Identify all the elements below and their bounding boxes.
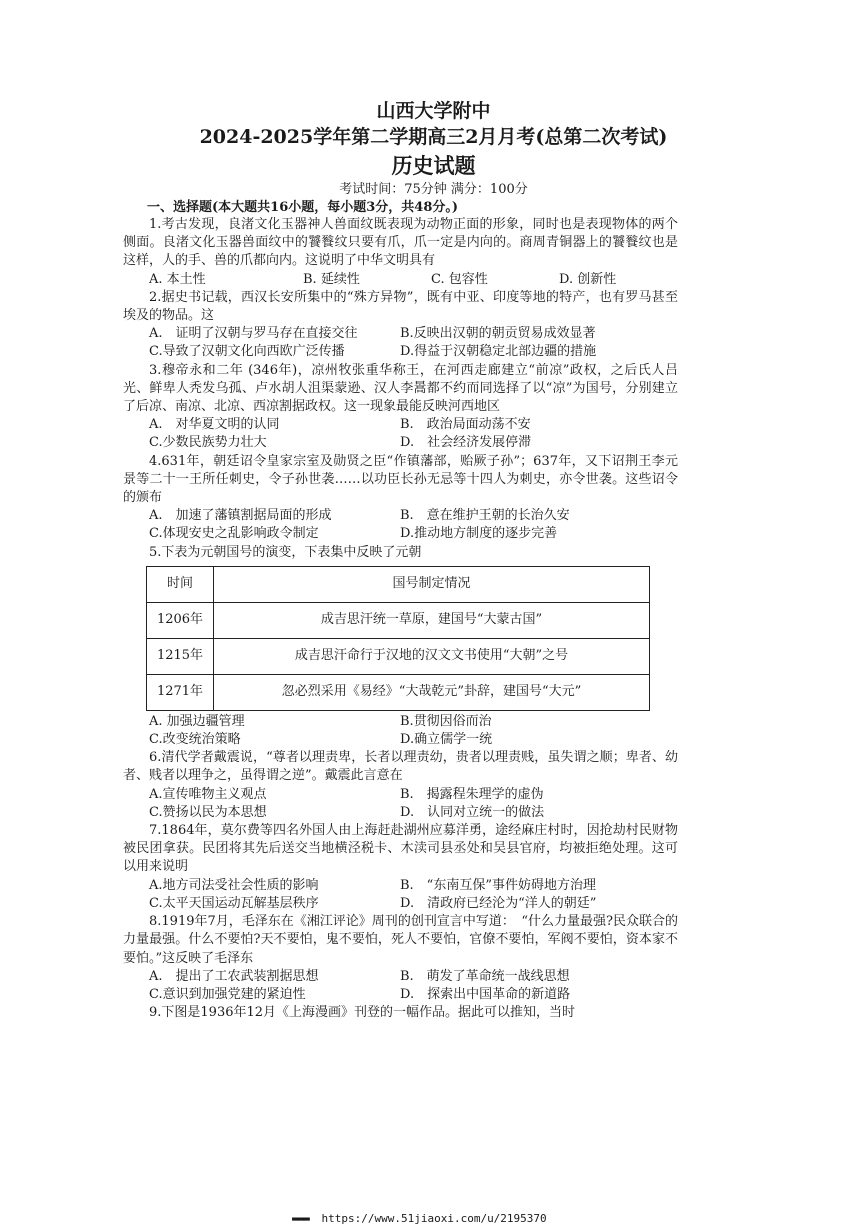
question-stem: 5.下表为元朝国号的演变，下表集中反映了元朝: [149, 544, 422, 560]
option-b: B. 政治局面动荡不安: [400, 417, 531, 433]
option-row: [123, 525, 678, 543]
option-d: D. 创新性: [559, 271, 617, 287]
option-row: [123, 325, 678, 343]
option-c: C.太平天国运动瓦解基层秩序: [149, 895, 319, 911]
option-row: [123, 986, 678, 1004]
option-row: [123, 271, 678, 289]
option-row: [123, 434, 678, 452]
option-a: A.地方司法受社会性质的影响: [149, 877, 319, 893]
option-c: C.改变统治策略: [149, 732, 241, 748]
dynasty-name-table: [146, 566, 650, 711]
option-a: A. 证明了汉朝与罗马存在直接交往: [149, 326, 358, 342]
option-d: D. 探索出中国革命的新道路: [400, 986, 571, 1002]
option-d: D. 清政府已经沦为“洋人的朝廷”: [400, 895, 597, 911]
watermark-url: https://www.51jiaoxi.com/u/2195370: [321, 1212, 547, 1225]
option-c: C.体现安史之乱影响政令制定: [149, 526, 319, 542]
option-c: C. 包容性: [431, 271, 488, 287]
question-7: [123, 822, 678, 913]
option-a: A. 加强边疆管理: [149, 713, 245, 729]
question-stem: 3.穆帝永和二年 (346年)，凉州牧张重华称王，在河西走廊建立“前凉”政权，之后氏人吕光、鲜卑人秃发乌孤、卢水胡人沮渠蒙逊、汉人李暠都不约而同选择了以“凉”为国号，分别建立了后凉、南凉、北凉、西凉割据政权。这一现象最能反映河西地区: [123, 362, 678, 415]
option-row: [123, 877, 678, 895]
option-c: C.少数民族势力壮大: [149, 435, 267, 451]
option-a: A.宣传唯物主义观点: [149, 786, 267, 802]
question-stem: 4.631年，朝廷诏令皇家宗室及勋贤之臣“作镇藩部，贻厥子孙”；637年，又下诏荆王李元景等二十一王所任刺史，令子孙世袭……以功臣长孙无忌等十四人为刺史，亦令世袭。这些诏令的颁布: [123, 453, 678, 506]
option-a: A. 加速了藩镇割据局面的形成: [149, 508, 332, 524]
option-row: [123, 416, 678, 434]
question-3: [123, 362, 678, 453]
option-a: A. 本土性: [149, 271, 206, 287]
table-cell: 1215年: [147, 638, 214, 674]
option-b: B. 揭露程朱理学的虚伪: [400, 786, 544, 802]
question-6: [123, 749, 678, 822]
option-d: D.推动地方制度的逐步完善: [400, 526, 558, 542]
question-stem: 1.考古发现，良渚文化玉器神人兽面纹既表现为动物正面的形象，同时也是表现物体的两个侧面。良渚文化玉器兽面纹中的饕餮纹只要有爪，爪一定是内向的。商周青铜器上的饕餮纹也是这样，人的手、兽的爪都向内。这说明了中华文明具有: [123, 217, 678, 269]
question-stem: 8.1919年7月，毛泽东在《湘江评论》周刊的创刊宣言中写道： “什么力量最强?民众联合的力量最强。什么不要怕?天不要怕，鬼不要怕，死人不要怕，官僚不要怕，军阀不要怕，资本家不要怕。”这反映了毛泽东: [123, 914, 678, 966]
option-row: [123, 895, 678, 913]
question-9: [123, 1004, 678, 1022]
option-row: [123, 507, 678, 525]
option-d: D. 认同对立统一的做法: [400, 804, 545, 820]
subject-title: 历史试题: [391, 153, 476, 178]
section-heading: 一、选择题(本大题共16小题，每小题3分，共48分。): [147, 200, 459, 215]
option-c: C.导致了汉朝文化向西欧广泛传播: [149, 344, 345, 360]
option-b: B. 意在维护王朝的长治久安: [400, 508, 570, 524]
option-row: [123, 968, 678, 986]
option-row: [123, 804, 678, 822]
question-list: [123, 216, 678, 1022]
table-cell: 成吉思汗统一草原，建国号“大蒙古国”: [214, 602, 650, 638]
option-d: D.得益于汉朝稳定北部边疆的措施: [400, 344, 597, 360]
question-stem: 2.据史书记载，西汉长安所集中的“殊方异物”，既有中亚、印度等地的特产，也有罗马甚至埃及的物品。这: [123, 289, 678, 324]
table-cell: 成吉思汗命行于汉地的汉文文书使用“大朝”之号: [214, 638, 650, 674]
option-b: B. “东南互保”事件妨碍地方治理: [400, 877, 596, 893]
question-2: [123, 289, 678, 362]
table-row: [147, 638, 650, 674]
table-cell: 忽必烈采用《易经》“大哉乾元”卦辞，建国号“大元”: [214, 674, 650, 710]
option-a: A. 对华夏文明的认同: [149, 417, 280, 433]
option-d: D.确立儒学一统: [400, 732, 493, 748]
question-stem: 7.1864年，莫尔费等四名外国人由上海赶赴湖州应募洋勇，途经麻庄村时，因抢劫村民财物被民团拿获。民团将其先后送交当地横泾税卡、木渎司县丞处和吴县官府，均被拒绝处理。这可以用来说明: [123, 823, 678, 875]
question-stem: 6.清代学者戴震说，“尊者以理责卑，长者以理责幼，贵者以理责贱，虽失谓之顺；卑者、幼者、贱者以理争之，虽得谓之逆”。戴震此言意在: [123, 750, 678, 784]
option-c: C.意识到加强党建的紧迫性: [149, 986, 306, 1002]
table-row: [147, 602, 650, 638]
option-c: C.赞扬以民为本思想: [149, 804, 267, 820]
question-stem: 9.下图是1936年12月《上海漫画》刊登的一幅作品。据此可以推知，当时: [149, 1005, 576, 1021]
option-row: [123, 713, 678, 731]
table-header: 时间: [147, 566, 214, 602]
option-row: [123, 343, 678, 361]
option-b: B. 萌发了革命统一战线思想: [400, 968, 570, 984]
exam-title: 2024-2025学年第二学期高三2月月考(总第二次考试): [199, 126, 668, 148]
question-8: [123, 913, 678, 1004]
option-row: [123, 786, 678, 804]
table-cell: 1206年: [147, 602, 214, 638]
watermark-footer: [292, 1212, 547, 1225]
table-header-row: [147, 566, 650, 602]
watermark-logo: ▬▬▬: [292, 1212, 309, 1225]
table-row: [147, 674, 650, 710]
option-row: [123, 731, 678, 749]
option-b: B.贯彻因俗而治: [400, 713, 492, 729]
school-name: 山西大学附中: [376, 100, 491, 122]
option-a: A. 提出了工农武装割据思想: [149, 968, 319, 984]
exam-info: 考试时间：75分钟 满分：100分: [339, 182, 528, 197]
table-cell: 1271年: [147, 674, 214, 710]
table-header: 国号制定情况: [214, 566, 650, 602]
option-b: B.反映出汉朝的朝贡贸易成效显著: [400, 326, 596, 342]
option-d: D. 社会经济发展停滞: [400, 435, 532, 451]
question-5: [123, 544, 678, 750]
question-4: [123, 453, 678, 544]
question-1: [123, 216, 678, 289]
option-b: B. 延续性: [303, 271, 360, 287]
